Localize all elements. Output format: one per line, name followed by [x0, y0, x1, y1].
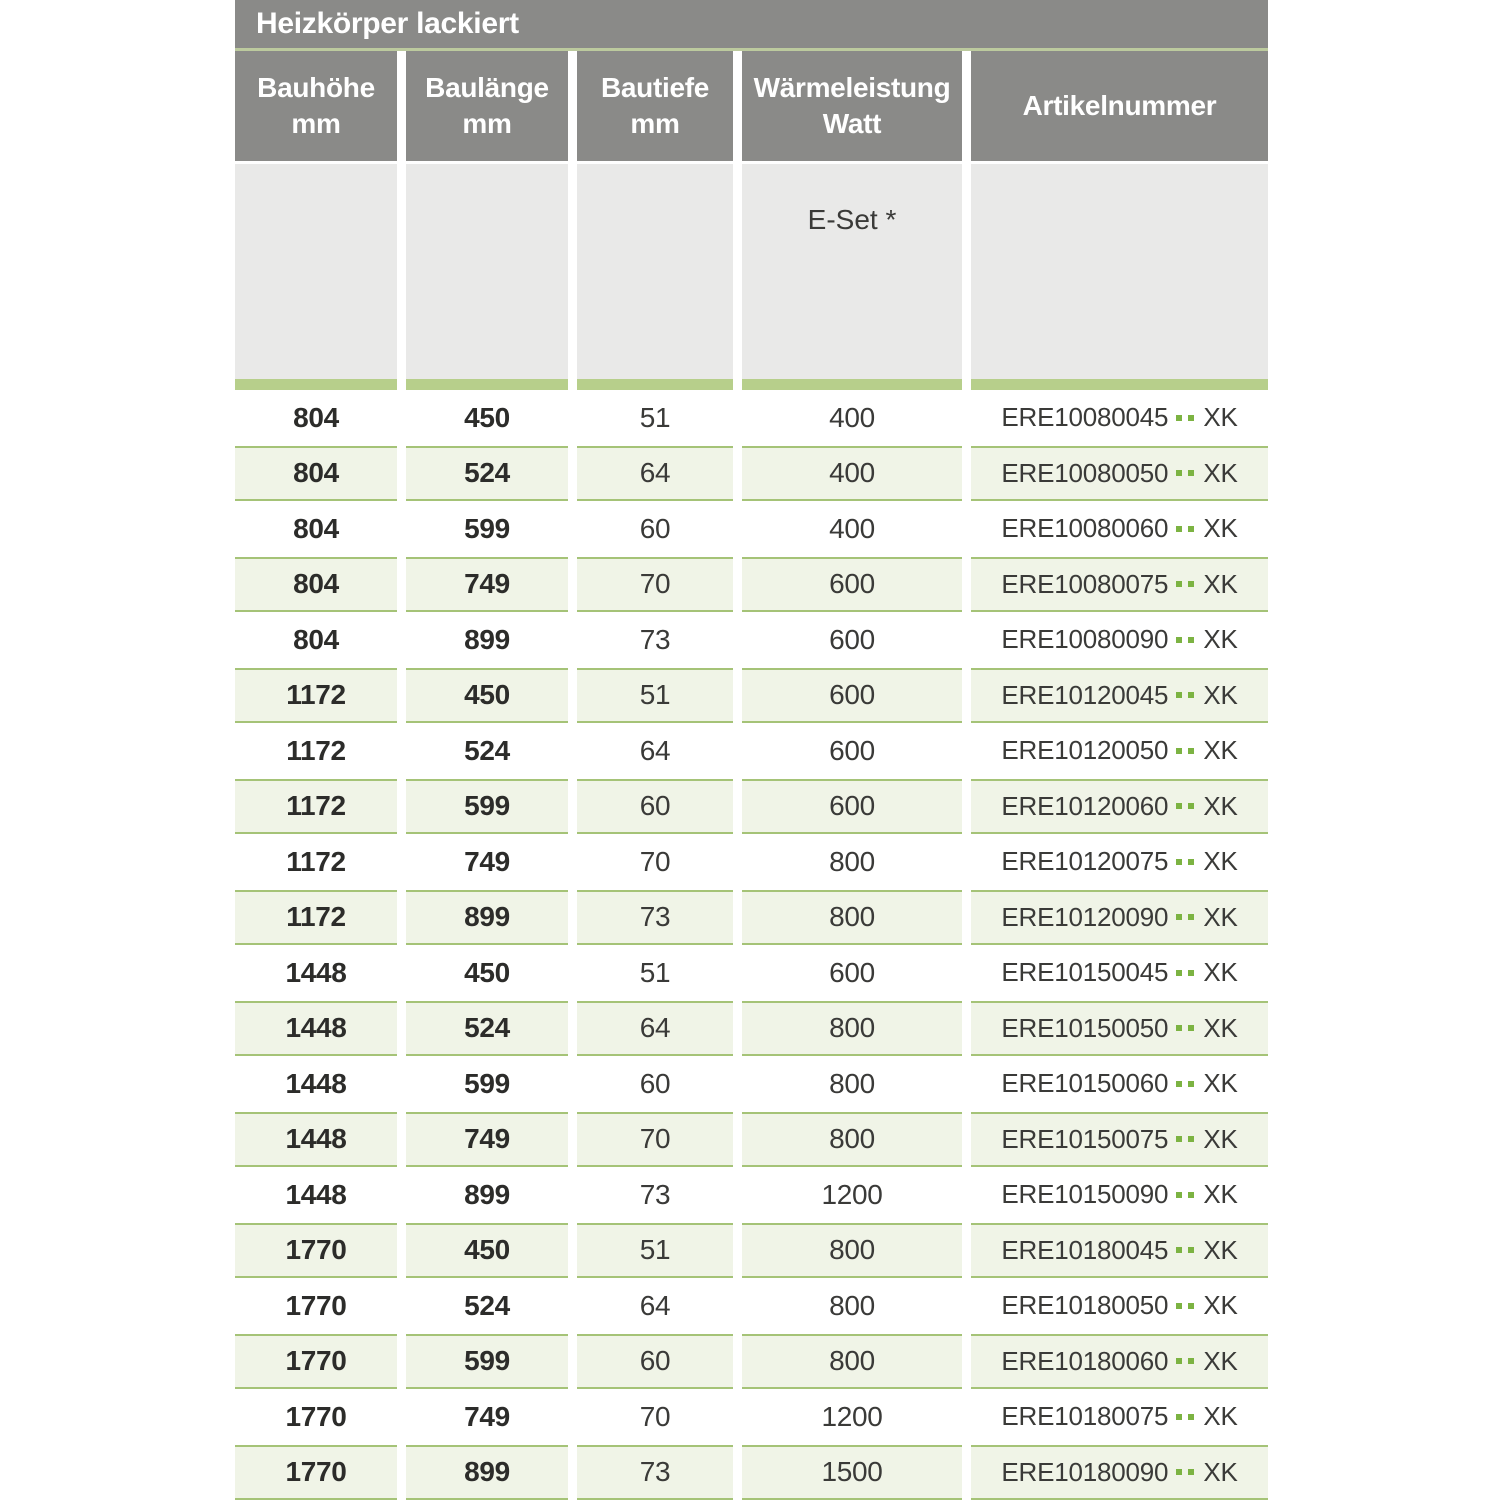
color-code-dot-icon — [1188, 803, 1194, 809]
product-table — [235, 0, 1268, 1500]
cell-artikelnummer — [971, 1001, 1268, 1057]
artikel-prefix: ERE10080060 — [1001, 513, 1169, 544]
cell-bauhoehe: 1172 — [235, 668, 397, 724]
cell-bautiefe: 70 — [577, 1389, 733, 1445]
cell-artikelnummer — [971, 1223, 1268, 1279]
cell-waermeleistung: 1200 — [742, 1167, 962, 1223]
cell-artikelnummer — [971, 1334, 1268, 1390]
color-code-dot-icon — [1188, 1081, 1194, 1087]
cell-waermeleistung: 400 — [742, 501, 962, 557]
eset-label: E-Set * — [807, 204, 897, 235]
cell-artikelnummer — [971, 723, 1268, 779]
cell-bautiefe: 51 — [577, 668, 733, 724]
divider-bar-segment — [742, 379, 962, 390]
cell-waermeleistung: 600 — [742, 668, 962, 724]
artikel-prefix: ERE10120060 — [1001, 790, 1169, 821]
cell-bauhoehe: 1448 — [235, 945, 397, 1001]
subheader-cell-bauhoehe — [235, 161, 397, 379]
color-code-dot-icon — [1188, 914, 1194, 920]
artikel-prefix: ERE10150090 — [1001, 1179, 1169, 1210]
color-code-dot-icon — [1176, 526, 1182, 532]
cell-baulaenge: 450 — [406, 945, 568, 1001]
cell-artikelnummer — [971, 1389, 1268, 1445]
divider-bar-segment — [235, 379, 397, 390]
artikel-prefix: ERE10080045 — [1001, 402, 1169, 433]
cell-bauhoehe: 804 — [235, 501, 397, 557]
artikel-suffix: XK — [1203, 679, 1238, 710]
cell-baulaenge: 599 — [406, 1056, 568, 1112]
color-code-dot-icon — [1188, 581, 1194, 587]
cell-baulaenge: 599 — [406, 779, 568, 835]
color-code-dot-icon — [1188, 748, 1194, 754]
artikel-suffix: XK — [1203, 402, 1238, 433]
cell-bauhoehe: 804 — [235, 612, 397, 668]
color-code-dot-icon — [1176, 1414, 1182, 1420]
cell-artikelnummer — [971, 501, 1268, 557]
artikel-suffix: XK — [1203, 1401, 1238, 1432]
artikel-prefix: ERE10180090 — [1001, 1456, 1169, 1487]
color-code-dot-icon — [1176, 1303, 1182, 1309]
column-header-line2: mm — [630, 108, 680, 139]
color-code-dot-icon — [1176, 1358, 1182, 1364]
column-header-bautiefe — [577, 51, 733, 161]
cell-waermeleistung: 800 — [742, 1278, 962, 1334]
color-code-dot-icon — [1176, 1081, 1182, 1087]
cell-baulaenge: 524 — [406, 1278, 568, 1334]
cell-bauhoehe: 1172 — [235, 723, 397, 779]
artikel-suffix: XK — [1203, 1068, 1238, 1099]
cell-bautiefe: 64 — [577, 1001, 733, 1057]
cell-bautiefe: 64 — [577, 723, 733, 779]
column-header-line1: Artikelnummer — [1022, 89, 1217, 121]
column-header-line1: Wärmeleistung — [753, 71, 951, 103]
cell-waermeleistung: 800 — [742, 1001, 962, 1057]
cell-waermeleistung: 600 — [742, 779, 962, 835]
cell-bauhoehe: 1172 — [235, 890, 397, 946]
color-code-dot-icon — [1176, 914, 1182, 920]
artikel-suffix: XK — [1203, 735, 1238, 766]
cell-waermeleistung: 800 — [742, 1056, 962, 1112]
artikel-suffix: XK — [1203, 568, 1238, 599]
cell-artikelnummer — [971, 1167, 1268, 1223]
color-code-dot-icon — [1188, 1247, 1194, 1253]
color-code-dot-icon — [1188, 970, 1194, 976]
subheader-cell-baulaenge — [406, 161, 568, 379]
color-code-dot-icon — [1188, 692, 1194, 698]
color-code-dot-icon — [1176, 637, 1182, 643]
cell-bautiefe: 73 — [577, 890, 733, 946]
artikel-suffix: XK — [1203, 513, 1238, 544]
column-header-line1: Bautiefe — [600, 71, 710, 103]
color-code-dot-icon — [1176, 803, 1182, 809]
cell-bautiefe: 60 — [577, 1056, 733, 1112]
column-header-waermeleistung — [742, 51, 962, 161]
table-grid — [235, 51, 1268, 1500]
color-code-dot-icon — [1188, 1136, 1194, 1142]
artikel-prefix: ERE10150050 — [1001, 1012, 1169, 1043]
subheader-cell-eset — [742, 161, 962, 379]
artikel-prefix: ERE10180075 — [1001, 1401, 1169, 1432]
cell-bautiefe: 70 — [577, 834, 733, 890]
cell-waermeleistung: 1200 — [742, 1389, 962, 1445]
artikel-prefix: ERE10180045 — [1001, 1234, 1169, 1265]
subheader-cell-artikelnummer — [971, 161, 1268, 379]
cell-bauhoehe: 1172 — [235, 779, 397, 835]
cell-waermeleistung: 400 — [742, 446, 962, 502]
cell-artikelnummer — [971, 668, 1268, 724]
cell-bauhoehe: 1770 — [235, 1278, 397, 1334]
cell-artikelnummer — [971, 1445, 1268, 1500]
artikel-suffix: XK — [1203, 1123, 1238, 1154]
cell-bautiefe: 60 — [577, 1334, 733, 1390]
cell-bauhoehe: 1448 — [235, 1112, 397, 1168]
color-code-dot-icon — [1176, 970, 1182, 976]
artikel-suffix: XK — [1203, 901, 1238, 932]
column-header-baulaenge — [406, 51, 568, 161]
artikel-suffix: XK — [1203, 846, 1238, 877]
artikel-prefix: ERE10150045 — [1001, 957, 1169, 988]
cell-baulaenge: 749 — [406, 1112, 568, 1168]
artikel-suffix: XK — [1203, 457, 1238, 488]
cell-artikelnummer — [971, 557, 1268, 613]
artikel-prefix: ERE10080075 — [1001, 568, 1169, 599]
cell-artikelnummer — [971, 390, 1268, 446]
color-code-dot-icon — [1188, 637, 1194, 643]
cell-artikelnummer — [971, 834, 1268, 890]
cell-baulaenge: 450 — [406, 668, 568, 724]
column-header-bauhoehe — [235, 51, 397, 161]
artikel-suffix: XK — [1203, 1234, 1238, 1265]
artikel-suffix: XK — [1203, 957, 1238, 988]
cell-bauhoehe: 1770 — [235, 1389, 397, 1445]
color-code-dot-icon — [1176, 581, 1182, 587]
cell-waermeleistung: 800 — [742, 834, 962, 890]
color-code-dot-icon — [1176, 748, 1182, 754]
cell-waermeleistung: 600 — [742, 723, 962, 779]
cell-bautiefe: 60 — [577, 501, 733, 557]
cell-bauhoehe: 804 — [235, 390, 397, 446]
cell-bautiefe: 70 — [577, 1112, 733, 1168]
cell-bauhoehe: 804 — [235, 446, 397, 502]
cell-bautiefe: 51 — [577, 1223, 733, 1279]
color-code-dot-icon — [1188, 1192, 1194, 1198]
cell-bautiefe: 73 — [577, 1445, 733, 1500]
cell-artikelnummer — [971, 779, 1268, 835]
cell-baulaenge: 450 — [406, 390, 568, 446]
cell-baulaenge: 899 — [406, 1167, 568, 1223]
cell-artikelnummer — [971, 1056, 1268, 1112]
divider-bar-segment — [406, 379, 568, 390]
cell-bauhoehe: 804 — [235, 557, 397, 613]
cell-waermeleistung: 600 — [742, 557, 962, 613]
artikel-prefix: ERE10080050 — [1001, 457, 1169, 488]
cell-waermeleistung: 600 — [742, 945, 962, 1001]
color-code-dot-icon — [1188, 1303, 1194, 1309]
cell-baulaenge: 599 — [406, 1334, 568, 1390]
cell-artikelnummer — [971, 945, 1268, 1001]
cell-baulaenge: 524 — [406, 723, 568, 779]
cell-baulaenge: 749 — [406, 1389, 568, 1445]
cell-artikelnummer — [971, 446, 1268, 502]
divider-bar-segment — [971, 379, 1268, 390]
cell-bautiefe: 70 — [577, 557, 733, 613]
color-code-dot-icon — [1188, 1025, 1194, 1031]
cell-baulaenge: 749 — [406, 834, 568, 890]
cell-bauhoehe: 1172 — [235, 834, 397, 890]
cell-bautiefe: 73 — [577, 1167, 733, 1223]
artikel-prefix: ERE10180060 — [1001, 1345, 1169, 1376]
cell-bautiefe: 60 — [577, 779, 733, 835]
color-code-dot-icon — [1176, 1469, 1182, 1475]
cell-waermeleistung: 800 — [742, 1112, 962, 1168]
column-header-line2: Watt — [822, 108, 882, 139]
artikel-prefix: ERE10120075 — [1001, 846, 1169, 877]
cell-artikelnummer — [971, 1112, 1268, 1168]
artikel-prefix: ERE10080090 — [1001, 624, 1169, 655]
artikel-suffix: XK — [1203, 790, 1238, 821]
artikel-prefix: ERE10120045 — [1001, 679, 1169, 710]
cell-waermeleistung: 800 — [742, 1223, 962, 1279]
color-code-dot-icon — [1176, 1136, 1182, 1142]
cell-waermeleistung: 800 — [742, 1334, 962, 1390]
artikel-prefix: ERE10150075 — [1001, 1123, 1169, 1154]
cell-artikelnummer — [971, 890, 1268, 946]
cell-baulaenge: 450 — [406, 1223, 568, 1279]
color-code-dot-icon — [1176, 692, 1182, 698]
column-header-line2: mm — [462, 108, 512, 139]
cell-bautiefe: 51 — [577, 390, 733, 446]
cell-bauhoehe: 1770 — [235, 1445, 397, 1500]
artikel-suffix: XK — [1203, 1345, 1238, 1376]
artikel-prefix: ERE10120050 — [1001, 735, 1169, 766]
cell-baulaenge: 899 — [406, 1445, 568, 1500]
column-header-line1: Bauhöhe — [257, 71, 375, 103]
color-code-dot-icon — [1188, 1358, 1194, 1364]
artikel-suffix: XK — [1203, 1012, 1238, 1043]
cell-baulaenge: 899 — [406, 612, 568, 668]
cell-artikelnummer — [971, 612, 1268, 668]
color-code-dot-icon — [1188, 526, 1194, 532]
color-code-dot-icon — [1176, 859, 1182, 865]
cell-artikelnummer — [971, 1278, 1268, 1334]
divider-bar-segment — [577, 379, 733, 390]
cell-bauhoehe: 1770 — [235, 1334, 397, 1390]
color-code-dot-icon — [1188, 470, 1194, 476]
color-code-dot-icon — [1188, 1469, 1194, 1475]
color-code-dot-icon — [1176, 470, 1182, 476]
cell-baulaenge: 749 — [406, 557, 568, 613]
color-code-dot-icon — [1176, 1192, 1182, 1198]
column-header-line1: Baulänge — [425, 71, 549, 103]
cell-bautiefe: 64 — [577, 446, 733, 502]
cell-baulaenge: 599 — [406, 501, 568, 557]
cell-waermeleistung: 800 — [742, 890, 962, 946]
artikel-suffix: XK — [1203, 1456, 1238, 1487]
cell-baulaenge: 524 — [406, 446, 568, 502]
color-code-dot-icon — [1176, 415, 1182, 421]
cell-waermeleistung: 600 — [742, 612, 962, 668]
cell-bauhoehe: 1448 — [235, 1001, 397, 1057]
artikel-suffix: XK — [1203, 1290, 1238, 1321]
cell-waermeleistung: 1500 — [742, 1445, 962, 1500]
cell-bautiefe: 51 — [577, 945, 733, 1001]
subheader-cell-bautiefe — [577, 161, 733, 379]
cell-bauhoehe: 1770 — [235, 1223, 397, 1279]
cell-bautiefe: 64 — [577, 1278, 733, 1334]
artikel-suffix: XK — [1203, 624, 1238, 655]
cell-bauhoehe: 1448 — [235, 1056, 397, 1112]
artikel-prefix: ERE10150060 — [1001, 1068, 1169, 1099]
color-code-dot-icon — [1188, 859, 1194, 865]
column-header-line2: mm — [291, 108, 341, 139]
cell-waermeleistung: 400 — [742, 390, 962, 446]
color-code-dot-icon — [1176, 1247, 1182, 1253]
cell-baulaenge: 524 — [406, 1001, 568, 1057]
column-header-artikelnummer — [971, 51, 1268, 161]
artikel-prefix: ERE10180050 — [1001, 1290, 1169, 1321]
table-title-bar — [235, 0, 1268, 48]
artikel-prefix: ERE10120090 — [1001, 901, 1169, 932]
artikel-suffix: XK — [1203, 1179, 1238, 1210]
color-code-dot-icon — [1188, 415, 1194, 421]
cell-bauhoehe: 1448 — [235, 1167, 397, 1223]
cell-bautiefe: 73 — [577, 612, 733, 668]
color-code-dot-icon — [1188, 1414, 1194, 1420]
table-title: Heizkörper lackiert — [256, 7, 519, 40]
color-code-dot-icon — [1176, 1025, 1182, 1031]
cell-baulaenge: 899 — [406, 890, 568, 946]
